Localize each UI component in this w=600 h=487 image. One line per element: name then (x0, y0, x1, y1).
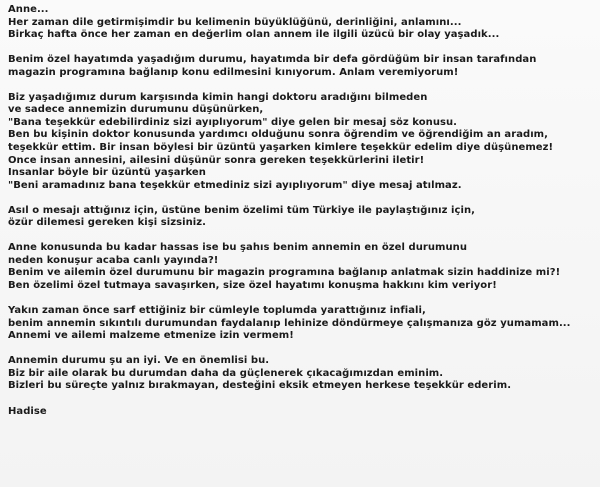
letter-line: neden konuşur acaba canlı yayında?! (8, 254, 219, 266)
letter-line: Biz bir aile olarak bu durumdan daha da güçlenerek çıkacağımızdan eminim. (8, 367, 444, 379)
letter-line: Asıl o mesajı attığınız için, üstüne benim özelimi tüm Türkiye ile paylaştığınız için, (8, 204, 475, 216)
letter-line: Her zaman dile getirmişimdir bu kelimenin büyüklüğünü, derinliğini, anlamını... (8, 16, 462, 28)
paragraph-gap (8, 42, 592, 55)
letter-line: teşekkür ettim. Bir insan böylesi bir üzüntü yaşarken kimlere teşekkür edelim diye düşünemez! (8, 142, 554, 154)
letter-line: benim annemin sıkıntılı durumundan faydalanıp lehinize döndürmeye çalışmanıza göz yumamam... (8, 317, 571, 329)
letter-line: Bizleri bu süreçte yalnız bırakmayan, desteğini eksik etmeyen herkese teşekkür ederim. (8, 380, 512, 392)
signature: Hadise (8, 405, 47, 417)
letter-line: "Bana teşekkür edebilirdiniz sizi ayıplıyorum" diye gelen bir mesaj söz konusu. (8, 116, 458, 128)
paragraph-gap (8, 192, 592, 205)
letter-line: özür dilemesi gereken kişi sizsiniz. (8, 217, 206, 229)
letter-line: Önce insan annesini, ailesini düşünür sonra gereken teşekkürlerini iletir! (8, 154, 425, 166)
letter-line: Annemi ve ailemi malzeme etmenize izin vermem! (8, 330, 294, 342)
paragraph-gap (8, 293, 592, 306)
letter-line: Yakın zaman önce sarf ettiğiniz bir cümleyle toplumda yarattığınız infiali, (8, 305, 426, 317)
letter-line: Ben özelimi özel tutmaya savaşırken, size özel hayatımı konuşma hakkını kim veriyor! (8, 280, 497, 292)
paragraph-gap (8, 230, 592, 243)
letter-line: magazin programına bağlanıp konu edilmesini kınıyorum. Anlam veremiyorum! (8, 66, 459, 78)
paragraph-gap (8, 343, 592, 356)
letter-line: Benim özel hayatımda yaşadığım durumu, hayatımda bir defa gördüğüm bir insan tarafından (8, 54, 537, 66)
greeting: Anne... (8, 4, 49, 15)
paragraph-gap (8, 393, 592, 406)
letter-line: İnsanlar böyle bir üzüntü yaşarken (8, 167, 206, 179)
letter-line: Annemin durumu şu an iyi. Ve en önemlisi bu. (8, 355, 270, 367)
letter-line: Birkaç hafta önce her zaman en değerlim olan annem ile ilgili üzücü bir olay yaşadık... (8, 29, 500, 41)
letter-line: "Beni aramadınız bana teşekkür etmediniz sizi ayıplıyorum" diye mesaj atılmaz. (8, 179, 462, 191)
letter-line: Biz yaşadığımız durum karşısında kimin hangi doktoru aradığını bilmeden (8, 91, 428, 103)
letter-line: ve sadece annemizin durumunu düşünürken, (8, 104, 264, 116)
letter-line: Anne konusunda bu kadar hassas ise bu şahıs benim annemin en özel durumunu (8, 242, 467, 254)
paragraph-gap (8, 79, 592, 92)
letter-line: Benim ve ailemin özel durumunu bir magazin programına bağlanıp anlatmak sizin haddinize mi?! (8, 267, 561, 279)
letter-line: Ben bu kişinin doktor konusunda yardımcı olduğunu sonra öğrendim ve öğrendiğim an aradım, (8, 129, 548, 141)
